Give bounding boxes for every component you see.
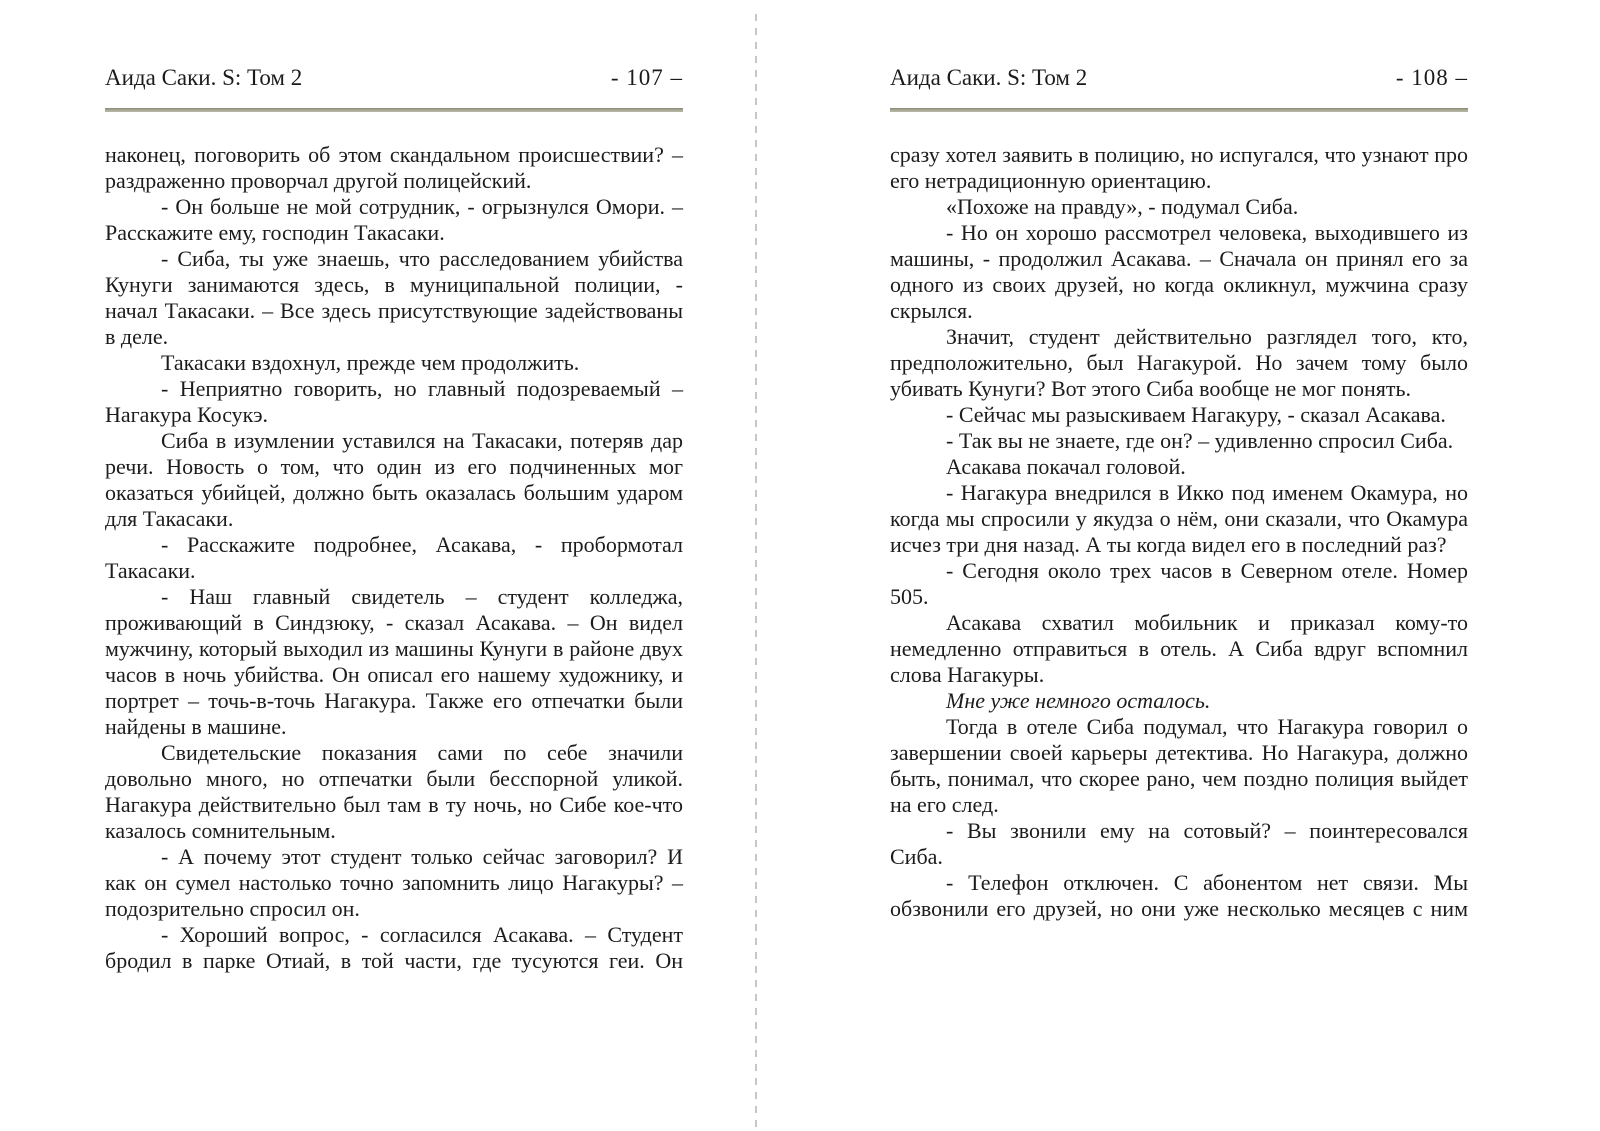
paragraph: - Неприятно говорить, но главный подозреваемый – Нагакура Косукэ. [105,376,683,427]
paragraph: - Наш главный свидетель – студент колледжа, проживающий в Синдзюку, - сказал Асакава. – Он видел мужчину, который выходил из машины Кунуги в районе двух часов в ночь убийства. Он описал его нашему художнику, и портрет – точь-в-точь Нагакура. Также его отпечатки были найдены в машине. [105,584,683,739]
paragraph: «Похоже на правду», - подумал Сиба. [946,194,1299,219]
paragraph: - Расскажите подробнее, Асакава, - пробормотал Такасаки. [105,532,683,583]
paragraph: - Нагакура внедрился в Икко под именем Окамура, но когда мы спросили у якудза о нём, они сказали, что Окамура исчез три дня назад. А ты когда видел его в последний раз? [890,480,1468,557]
paragraph: - Телефон отключен. С абонентом нет связи. Мы обзвонили его друзей, но они уже несколько месяцев с ним [890,870,1468,921]
paragraph: - Сейчас мы разыскиваем Нагакуру, - сказал Асакава. [946,402,1446,427]
paragraph: Асакава схватил мобильник и приказал кому-то немедленно отправиться в отель. А Сиба вдруг вспомнил слова Нагакуры. [890,610,1468,687]
paragraph: - Сиба, ты уже знаешь, что расследованием убийства Кунуги занимаются здесь, в муниципальной полиции, - начал Такасаки. – Все здесь присутствующие задействованы в деле. [105,246,683,349]
page-body-left [105,142,683,974]
paragraph: Тогда в отеле Сиба подумал, что Нагакура говорил о завершении своей карьеры детектива. Но Нагакура, должно быть, понимал, что скорее рано, чем поздно полиция выйдет на его след. [890,714,1468,817]
page-left [105,64,683,974]
paragraph: Асакава покачал головой. [946,454,1186,479]
page-body-right [890,142,1468,922]
paragraph: Мне уже немного осталось. [946,688,1211,713]
page-header-left [105,64,683,91]
header-rule [105,108,683,112]
paragraph: - Так вы не знаете, где он? – удивленно спросил Сиба. [946,428,1454,453]
paragraph: - Вы звонили ему на сотовый? – поинтересовался Сиба. [890,818,1468,869]
page-divider-dashed-line [755,14,757,1131]
paragraph: Такасаки вздохнул, прежде чем продолжить. [161,350,580,375]
paragraph: наконец, поговорить об этом скандальном происшествии? – раздраженно проворчал другой полицейский. [105,142,683,193]
paragraph: сразу хотел заявить в полицию, но испугался, что узнают про его нетрадиционную ориентацию. [890,142,1468,193]
header-rule [890,108,1468,112]
paragraph: - Он больше не мой сотрудник, - огрызнулся Омори. – Расскажите ему, господин Такасаки. [105,194,683,245]
book-title: Аида Саки. S: Том 2 [105,65,303,90]
page-header-right [890,64,1468,91]
page-number: - 108 – [1395,65,1468,90]
paragraph: - Сегодня около трех часов в Северном отеле. Номер 505. [890,558,1468,609]
paragraph: Значит, студент действительно разглядел того, кто, предположительно, был Нагакурой. Но зачем тому было убивать Кунуги? Вот этого Сиба вообще не мог понять. [890,324,1468,401]
paragraph: Свидетельские показания сами по себе значили довольно много, но отпечатки были бесспорной уликой. Нагакура действительно был там в ту ночь, но Сибе кое-что казалось сомнительным. [105,740,683,843]
page-right [890,64,1468,922]
paragraph: - А почему этот студент только сейчас заговорил? И как он сумел настолько точно запомнить лицо Нагакуры? – подозрительно спросил он. [105,844,683,921]
paragraph: Сиба в изумлении уставился на Такасаки, потеряв дар речи. Новость о том, что один из его подчиненных мог оказаться убийцей, должно быть оказалась большим ударом для Такасаки. [105,428,683,531]
paragraph: - Но он хорошо рассмотрел человека, выходившего из машины, - продолжил Асакава. – Сначала он принял его за одного из своих друзей, но когда окликнул, мужчина сразу скрылся. [890,220,1468,323]
book-title: Аида Саки. S: Том 2 [890,65,1088,90]
paragraph: - Хороший вопрос, - согласился Асакава. – Студент бродил в парке Отиай, в той части, где тусуются геи. Он [105,922,683,973]
page-number: - 107 – [610,65,683,90]
